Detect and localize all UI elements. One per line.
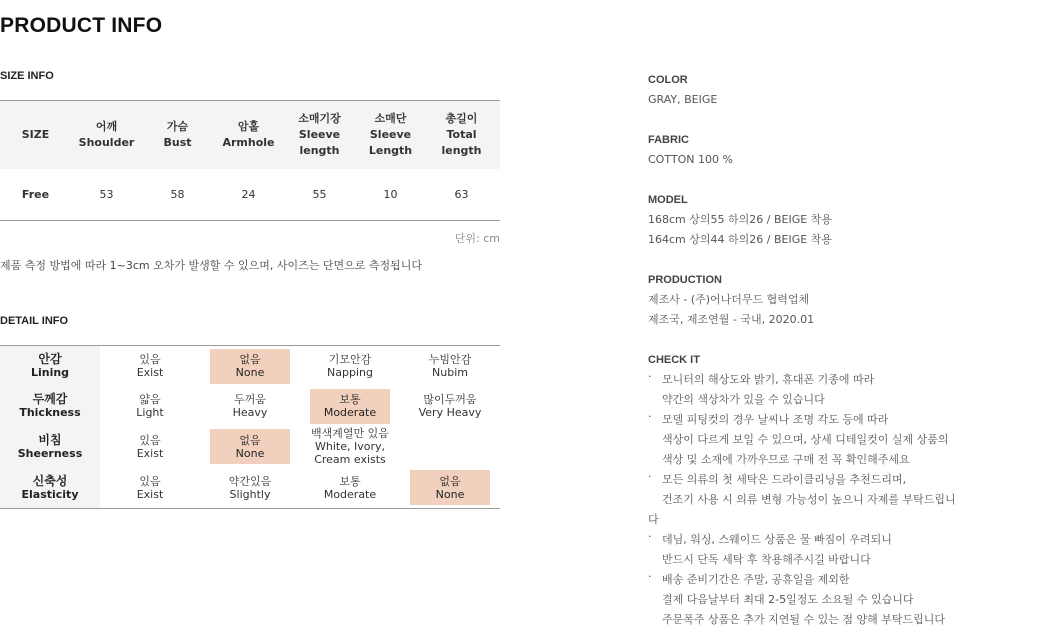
detail-option-en: None — [235, 446, 265, 460]
check-item-line: 배송 준비기간은 주말, 공휴일을 제외한 — [662, 573, 850, 586]
detail-row — [0, 346, 500, 386]
fabric-value: COTTON 100 % — [648, 153, 733, 166]
detail-option-cell — [200, 386, 300, 426]
detail-option — [410, 349, 490, 384]
detail-label-en: Lining — [30, 366, 70, 379]
detail-label-en: Elasticity — [21, 487, 79, 501]
check-item — [648, 370, 1048, 410]
detail-option-cell — [300, 467, 400, 508]
size-table-row — [0, 169, 500, 220]
model-value: 168cm 상의55 하의26 / BEIGE 착용 — [648, 213, 832, 226]
detail-option-en: None — [435, 487, 465, 501]
detail-option-en: Exist — [136, 366, 164, 379]
bullet-icon: · — [648, 470, 652, 483]
fabric-heading: FABRIC — [648, 134, 689, 146]
detail-option-en: Heavy — [232, 406, 268, 419]
detail-option-selected — [410, 470, 490, 505]
check-item-line: 모델 피팅컷의 경우 날씨나 조명 각도 등에 따라 — [662, 413, 889, 426]
detail-option-en: Very Heavy — [418, 406, 482, 419]
size-header-cell — [284, 111, 355, 159]
detail-option — [110, 470, 190, 505]
detail-option-selected — [210, 429, 290, 464]
detail-option-en: Exist — [136, 446, 164, 460]
detail-option-cell — [300, 426, 400, 467]
check-item-line: 다 — [648, 513, 659, 526]
size-header-ko: 총길이 — [445, 112, 478, 125]
detail-option-selected — [310, 389, 390, 424]
detail-option-ko: 보통 — [339, 474, 361, 488]
detail-option-cell — [300, 386, 400, 426]
model-value: 164cm 상의44 하의26 / BEIGE 착용 — [648, 233, 832, 246]
size-table — [0, 100, 500, 221]
size-header-cell — [426, 111, 497, 159]
color-heading: COLOR — [648, 74, 688, 86]
detail-option — [210, 389, 290, 424]
detail-option — [410, 429, 490, 464]
section-gap — [648, 170, 1048, 190]
detail-option-en2: Cream exists — [314, 453, 386, 466]
size-header-cell — [71, 119, 142, 151]
size-note: 제품 측정 방법에 따라 1~3cm 오차가 발생할 수 있으며, 사이즈는 단면으로 측정됩니다 — [0, 259, 422, 272]
check-item-line: 반드시 단독 세탁 후 착용해주시길 바랍니다 — [662, 553, 871, 566]
detail-row — [0, 467, 500, 508]
detail-option-en: Napping — [327, 366, 373, 379]
bullet-icon: · — [648, 530, 652, 543]
section-gap — [648, 110, 1048, 130]
check-item-line: 데님, 워싱, 스웨이드 상품은 물 빠짐이 우려되니 — [662, 533, 892, 546]
detail-option-selected — [210, 349, 290, 384]
size-header-cell — [355, 111, 426, 159]
detail-label — [0, 346, 100, 386]
size-cell: 63 — [454, 187, 469, 201]
detail-option-ko: 누빔안감 — [428, 353, 472, 366]
detail-option-en: Light — [136, 406, 164, 419]
production-value: 제조국, 제조연월 - 국내, 2020.01 — [648, 313, 815, 326]
size-header-en2: length — [299, 144, 340, 157]
detail-option-cell — [400, 346, 500, 386]
size-header-en: Armhole — [222, 136, 275, 149]
size-cell: 10 — [383, 187, 398, 201]
size-cell: 53 — [99, 187, 114, 201]
detail-option-ko: 없음 — [239, 353, 261, 366]
detail-option-cell — [400, 467, 500, 508]
detail-option-ko: 얇음 — [139, 393, 161, 406]
detail-row — [0, 426, 500, 467]
detail-option-cell — [300, 346, 400, 386]
detail-row — [0, 386, 500, 426]
detail-option-cell — [100, 467, 200, 508]
size-cell: 24 — [241, 187, 256, 201]
detail-option-en: Moderate — [323, 406, 377, 419]
detail-option — [210, 470, 290, 505]
model-heading: MODEL — [648, 194, 688, 206]
detail-option-en: White, Ivory, — [315, 440, 385, 453]
check-item-line: 색상 및 소재에 가까우므로 구매 전 꼭 확인해주세요 — [662, 453, 910, 466]
size-cell: 55 — [312, 187, 327, 201]
detail-option — [310, 470, 390, 505]
production-value: 제조사 - (주)어나더무드 협력업체 — [648, 293, 810, 306]
size-cell: Free — [21, 187, 50, 201]
size-header-en: Bust — [163, 136, 192, 149]
detail-option — [410, 389, 490, 424]
detail-option-cell — [100, 386, 200, 426]
detail-option-ko: 없음 — [439, 474, 461, 488]
detail-option-cell — [200, 426, 300, 467]
detail-option-cell — [400, 386, 500, 426]
size-header-en: Sleeve — [298, 128, 341, 141]
unit-label: 단위: cm — [454, 232, 500, 245]
bullet-icon: · — [648, 410, 652, 423]
size-header-cell — [142, 119, 213, 151]
size-info-title: SIZE INFO — [0, 70, 54, 82]
detail-option-ko: 있음 — [139, 433, 161, 447]
detail-label-en: Sheerness — [17, 446, 83, 460]
size-header-en2: Length — [368, 144, 413, 157]
size-table-header — [0, 101, 500, 169]
check-item — [648, 410, 1048, 470]
detail-option-cell — [100, 426, 200, 467]
detail-option-en: Exist — [136, 487, 164, 501]
check-item-line: 주문폭주 상품은 추가 지연될 수 있는 점 양해 부탁드립니다 — [662, 613, 945, 626]
check-item — [648, 530, 1048, 570]
detail-label — [0, 467, 100, 508]
product-details-panel — [648, 70, 1048, 630]
detail-option-en: Slightly — [229, 487, 271, 501]
size-header-ko: 어깨 — [95, 120, 118, 133]
detail-option-cell — [200, 467, 300, 508]
production-heading: PRODUCTION — [648, 274, 722, 286]
detail-label — [0, 386, 100, 426]
size-header-en: Total length — [441, 128, 482, 157]
size-header-cell — [213, 119, 284, 151]
detail-label-ko: 안감 — [38, 352, 62, 366]
detail-option — [110, 349, 190, 384]
color-value: GRAY, BEIGE — [648, 93, 718, 106]
detail-option-ko: 두꺼움 — [234, 393, 266, 406]
size-header-ko: SIZE — [21, 128, 50, 141]
detail-option-ko: 기모안감 — [328, 353, 372, 366]
section-gap — [648, 250, 1048, 270]
size-header-ko: 소매기장 — [298, 112, 341, 125]
size-cell: 58 — [170, 187, 185, 201]
detail-table — [0, 345, 500, 509]
detail-option — [110, 429, 190, 464]
detail-option-en: Nubim — [432, 366, 468, 379]
detail-option-ko: 없음 — [239, 433, 261, 447]
page-title: PRODUCT INFO — [0, 14, 163, 37]
check-item — [648, 470, 1048, 530]
detail-label — [0, 426, 100, 467]
detail-option — [110, 389, 190, 424]
bullet-icon: · — [648, 370, 652, 383]
detail-option-ko: 약간있음 — [228, 474, 272, 488]
detail-option-ko: 백색계열만 있음 — [311, 427, 389, 440]
detail-info-title: DETAIL INFO — [0, 315, 69, 327]
detail-option-en: Moderate — [323, 487, 377, 501]
check-it-heading: CHECK IT — [648, 354, 700, 366]
size-header-ko: 가슴 — [166, 120, 189, 133]
check-item-line: 결제 다음날부터 최대 2-5일정도 소요될 수 있습니다 — [662, 593, 914, 606]
check-item-line: 색상이 다르게 보일 수 있으며, 상세 디테일컷이 실제 상품의 — [662, 433, 949, 446]
size-header-ko: 소매단 — [374, 112, 407, 125]
detail-label-en: Thickness — [19, 406, 81, 419]
size-header-ko: 암홀 — [237, 120, 260, 133]
detail-option-cell — [100, 346, 200, 386]
section-gap — [648, 330, 1048, 350]
detail-label-ko: 비침 — [38, 432, 62, 447]
check-item — [648, 570, 1048, 630]
detail-option-cell — [200, 346, 300, 386]
size-header-en: Sleeve — [369, 128, 412, 141]
detail-option-ko: 많이두꺼움 — [423, 393, 477, 406]
size-header-en: Shoulder — [78, 136, 135, 149]
check-item-line: 모든 의류의 첫 세탁은 드라이클리닝을 추천드리며, — [662, 473, 907, 486]
detail-option-ko: 보통 — [339, 393, 361, 406]
detail-option — [310, 349, 390, 384]
detail-option — [310, 429, 390, 464]
detail-label-ko: 신축성 — [32, 473, 68, 488]
detail-option-en: None — [235, 366, 265, 379]
detail-option-ko: 있음 — [139, 353, 161, 366]
check-item-line: 건조기 사용 시 의류 변형 가능성이 높으니 자제를 부탁드립니 — [662, 493, 956, 506]
size-header-cell — [0, 127, 71, 143]
detail-option-cell — [400, 426, 500, 467]
detail-label-ko: 두께감 — [32, 392, 68, 406]
detail-option-ko: 있음 — [139, 474, 161, 488]
check-item-line: 모니터의 해상도와 밝기, 휴대폰 기종에 따라 — [662, 373, 875, 386]
bullet-icon: · — [648, 570, 652, 583]
check-item-line: 약간의 색상차가 있을 수 있습니다 — [662, 393, 825, 406]
